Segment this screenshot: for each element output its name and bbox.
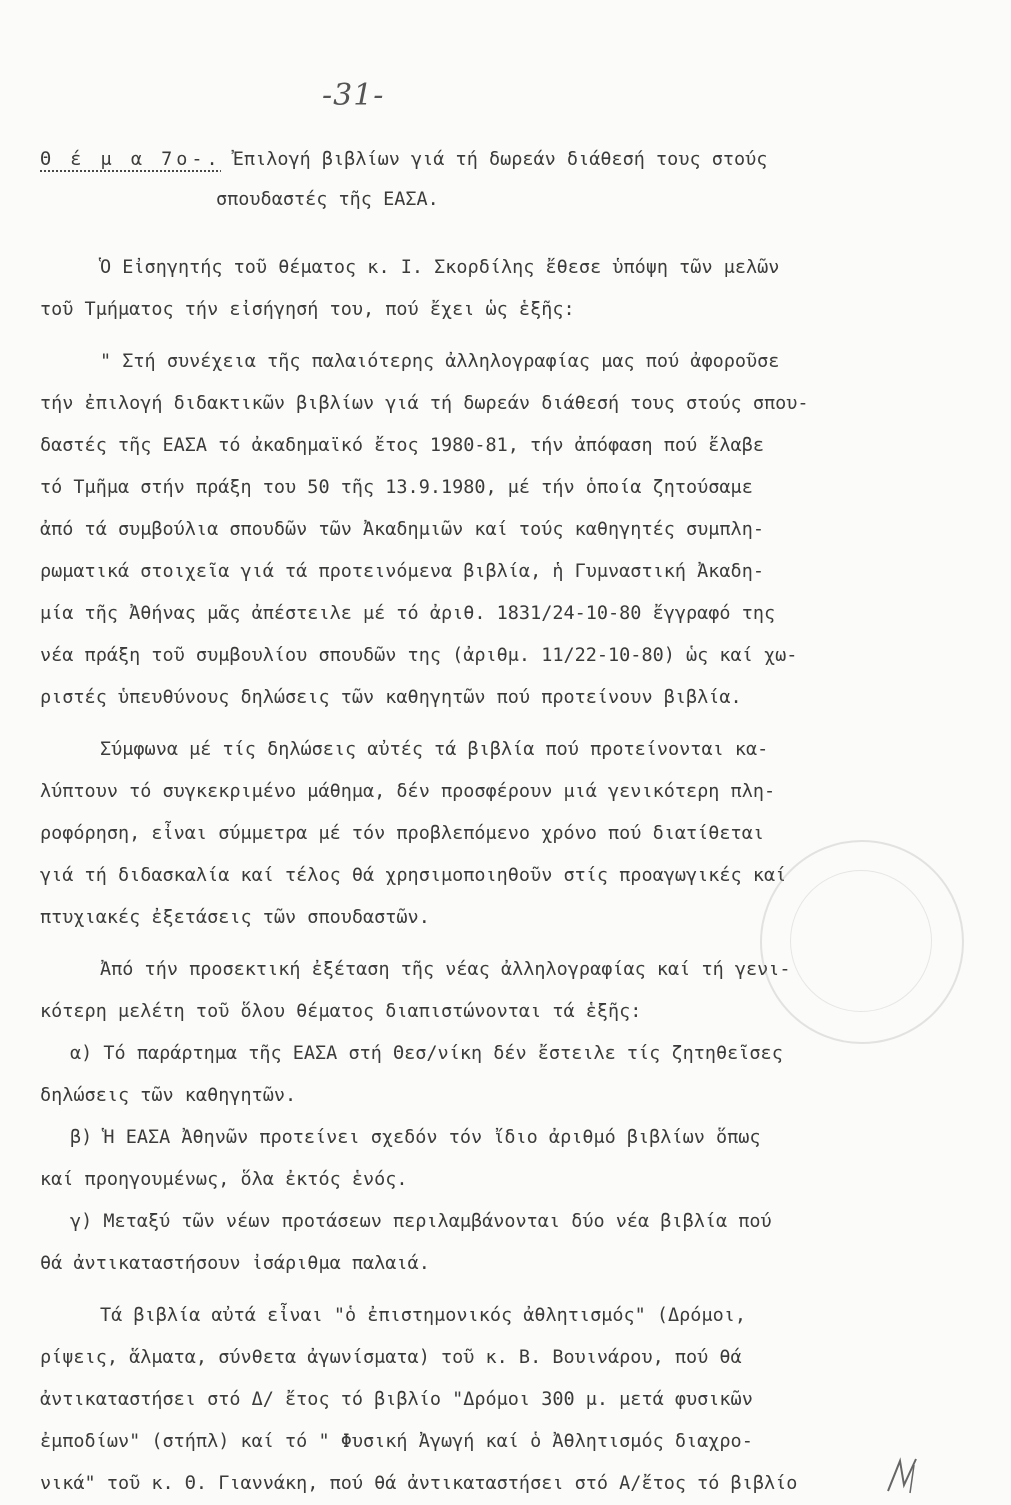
text-line: ρίψεις, ἅλματα, σύνθετα ἀγωνίσματα) τοῦ κ. Β. Βουινάρου, πού θά <box>40 1347 742 1368</box>
paragraph-gap <box>40 1285 970 1295</box>
heading-line-2: σπουδαστές τῆς ΕΑΣΑ. <box>216 189 439 210</box>
text-line: Τά βιβλία αὐτά εἶναι "ὁ ἐπιστημονικός ἀθλητισμός" (Δρόμοι, <box>100 1305 747 1326</box>
text-line: τοῦ Τμήματος τήν εἰσήγησή του, πού ἔχει ὡς ἑξῆς: <box>40 299 575 320</box>
text-line: λύπτουν τό συγκεκριμένο μάθημα, δέν προσφέρουν μιά γενικότερη πλη- <box>40 781 776 802</box>
theme-title: Ἐπιλογή βιβλίων γιά τή δωρεάν διάθεσή τους στούς <box>232 149 768 170</box>
paragraph-gap <box>40 719 970 729</box>
text-line: ροφόρηση, εἶναι σύμμετρα μέ τόν προβλεπόμενο χρόνο πού διατίθεται <box>40 823 764 844</box>
theme-label: Θ έ μ α 7ο-. <box>40 149 222 170</box>
text-line: ριστές ὑπευθύνους δηλώσεις τῶν καθηγητῶν πού προτείνουν βιβλία. <box>40 687 742 708</box>
text-line: πτυχιακές ἐξετάσεις τῶν σπουδαστῶν. <box>40 907 430 928</box>
text-line: γ) Μεταξύ τῶν νέων προτάσεων περιλαμβάνονται δύο νέα βιβλία πού <box>70 1211 772 1232</box>
heading-line-1 <box>40 140 980 180</box>
official-stamp <box>760 840 964 1044</box>
text-line: δηλώσεις τῶν καθηγητῶν. <box>40 1085 297 1106</box>
text-line: νέα πράξη τοῦ συμβουλίου σπουδῶν της (ἀριθμ. 11/22-10-80) ὡς καί χω- <box>40 645 798 666</box>
text-line: κότερη μελέτη τοῦ ὅλου θέματος διαπιστώνονται τά ἑξῆς: <box>40 1001 642 1022</box>
text-line: ἀπό τά συμβούλια σπουδῶν τῶν Ἀκαδημιῶν καί τούς καθηγητές συμπλη- <box>40 519 764 540</box>
text-line: α) Τό παράρτημα τῆς ΕΑΣΑ στή Θεσ/νίκη δέν ἔστειλε τίς ζητηθεῖσες <box>70 1043 783 1064</box>
section-heading <box>40 140 980 220</box>
text-line: ἐμποδίων" (στήπλ) καί τό " Φυσική Ἀγωγή καί ὁ Ἀθλητισμός διαχρο- <box>40 1431 753 1452</box>
text-line: τό Τμῆμα στήν πράξη του 50 τῆς 13.9.1980, μέ τήν ὁποία ζητούσαμε <box>40 477 753 498</box>
text-line: θά ἀντικαταστήσουν ἰσάριθμα παλαιά. <box>40 1253 430 1274</box>
text-line: " Στή συνέχεια τῆς παλαιότερης ἀλληλογραφίας μας πού ἀφοροῦσε <box>100 351 780 372</box>
text-line: τήν ἐπιλογή διδακτικῶν βιβλίων γιά τή δωρεάν διάθεσή τους στούς σπου- <box>40 393 809 414</box>
text-line: Ἀπό τήν προσεκτική ἐξέταση τῆς νέας ἀλληλογραφίας καί τή γενι- <box>100 959 791 980</box>
text-line: Ὁ Εἰσηγητής τοῦ θέματος κ. Ι. Σκορδίλης ἔθεσε ὑπόψη τῶν μελῶν <box>100 257 780 278</box>
text-line: Σύμφωνα μέ τίς δηλώσεις αὐτές τά βιβλία πού προτείνονται κα- <box>100 739 769 760</box>
text-line: ἀντικαταστήσει στό Δ/ ἔτος τό βιβλίο "Δρόμοι 300 μ. μετά φυσικῶν <box>40 1389 753 1410</box>
text-line: ρωματικά στοιχεῖα γιά τά προτεινόμενα βιβλία, ἡ Γυμναστική Ἀκαδη- <box>40 561 764 582</box>
paragraph-gap <box>40 331 970 341</box>
text-line: δαστές τῆς ΕΑΣΑ τό ἀκαδημαϊκό ἔτος 1980-81, τήν ἀπόφαση πού ἔλαβε <box>40 435 764 456</box>
page-number: -31- <box>322 78 385 113</box>
text-line: μία τῆς Ἀθήνας μᾶς ἀπέστειλε μέ τό ἀριθ. 1831/24-10-80 ἔγγραφό της <box>40 603 776 624</box>
text-line: β) Ἡ ΕΑΣΑ Ἀθηνῶν προτείνει σχεδόν τόν ἴδιο ἀριθμό βιβλίων ὅπως <box>70 1127 761 1148</box>
text-line: καί προηγουμένως, ὅλα ἐκτός ἑνός. <box>40 1169 408 1190</box>
signature-mark <box>880 1455 940 1495</box>
text-line: νικά" τοῦ κ. Θ. Γιαννάκη, πού θά ἀντικαταστήσει στό Α/ἔτος τό βιβλίο <box>40 1473 798 1494</box>
text-line: γιά τή διδασκαλία καί τέλος θά χρησιμοποιηθοῦν στίς προαγωγικές καί <box>40 865 787 886</box>
